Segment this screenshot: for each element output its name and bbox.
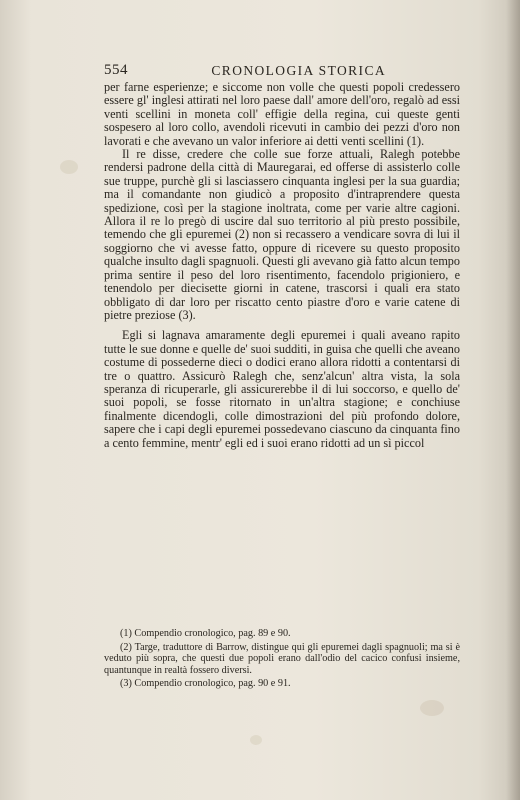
paragraph: per farne esperienze; e siccome non volle che questi popoli credessero essere gl' inglesi attirati nel loro paese dall' amore dell'oro, regalò ad essi venti scellini in moneta coll' effigie della regina, cui queste genti sospesero al loro collo, avendoli ricevuti in cambio dei pezzi d'oro non lavorati e che avevano un valor inferiore ai detti venti scellini (1). [104, 80, 460, 148]
running-title: CRONOLOGIA STORICA [211, 63, 386, 78]
page-number: 554 [104, 62, 128, 78]
page-edge-shadow [506, 0, 520, 800]
paragraph: Il re disse, credere che colle sue forze attuali, Ralegh potebbe rendersi padrone della città di Mauregarai, ed offerse di assisterlo colle sue truppe, purchè gli si lasciassero cinquanta inglesi per la sua guardia; ma il comandante non giudicò a proposito d'intraprendere questa spedizione, così per la stagione inoltrata, come per varie altre cagioni. Allora il re lo pregò di uscire dal suo territorio al più presto possibile, temendo che gli epuremei (2) non si recassero a vendicare sovra di lui il soggiorno che vi avesse fatto, oppure di ricevere su questo proposito qualche insulto dagli spagnuoli. Questi gli avevano già fatto alcun tempo prima sentire il peso del loro risentimento, facendolo prigioniero, e tenendolo per diecisette giorni in catene, trascorsi i quali era stato obbligato di dar loro per riscatto cento piastre d'oro e varie catene di pietre preziose (3). [104, 147, 460, 322]
paper-stain [250, 735, 262, 745]
paper-stain [420, 700, 444, 716]
footnote: (2) Targe, traduttore di Barrow, distingue qui gli epuremei dagli spagnuoli; ma si è veduto più sopra, che questi due popoli erano dall'odio del cacico confusi insieme, quantunque in realtà fossero diversi. [104, 641, 460, 676]
page-header [104, 62, 386, 82]
paper-stain [60, 160, 78, 174]
main-text [104, 81, 460, 450]
footnote: (3) Compendio cronologico, pag. 90 e 91. [120, 678, 291, 690]
footnote: (1) Compendio cronologico, pag. 89 e 90. [120, 628, 291, 639]
paragraph: Egli si lagnava amaramente degli epuremei i quali aveano rapito tutte le sue donne e quelle de' suoi sudditi, in guisa che quelli che aveano costume di possederne dieci o dodici erano allora ridotti a contentarsi di tre o quattro. Assicurò Ralegh che, senz'alcun' altra vista, la sola speranza di ricuperarle, gli assicurerebbe il di lui soccorso, e quello de' suoi popoli, se fosse ritornato in un'altra stagione; e conchiuse finalmente dicendogli, colle dimostrazioni del più profondo dolore, sapere che i capi degli epuremei possedevano ciascuno da cinquanta fino a cento femmine, mentr' egli ed i suoi erano ridotti ad un sì piccol [104, 328, 460, 450]
footnotes [104, 628, 460, 692]
